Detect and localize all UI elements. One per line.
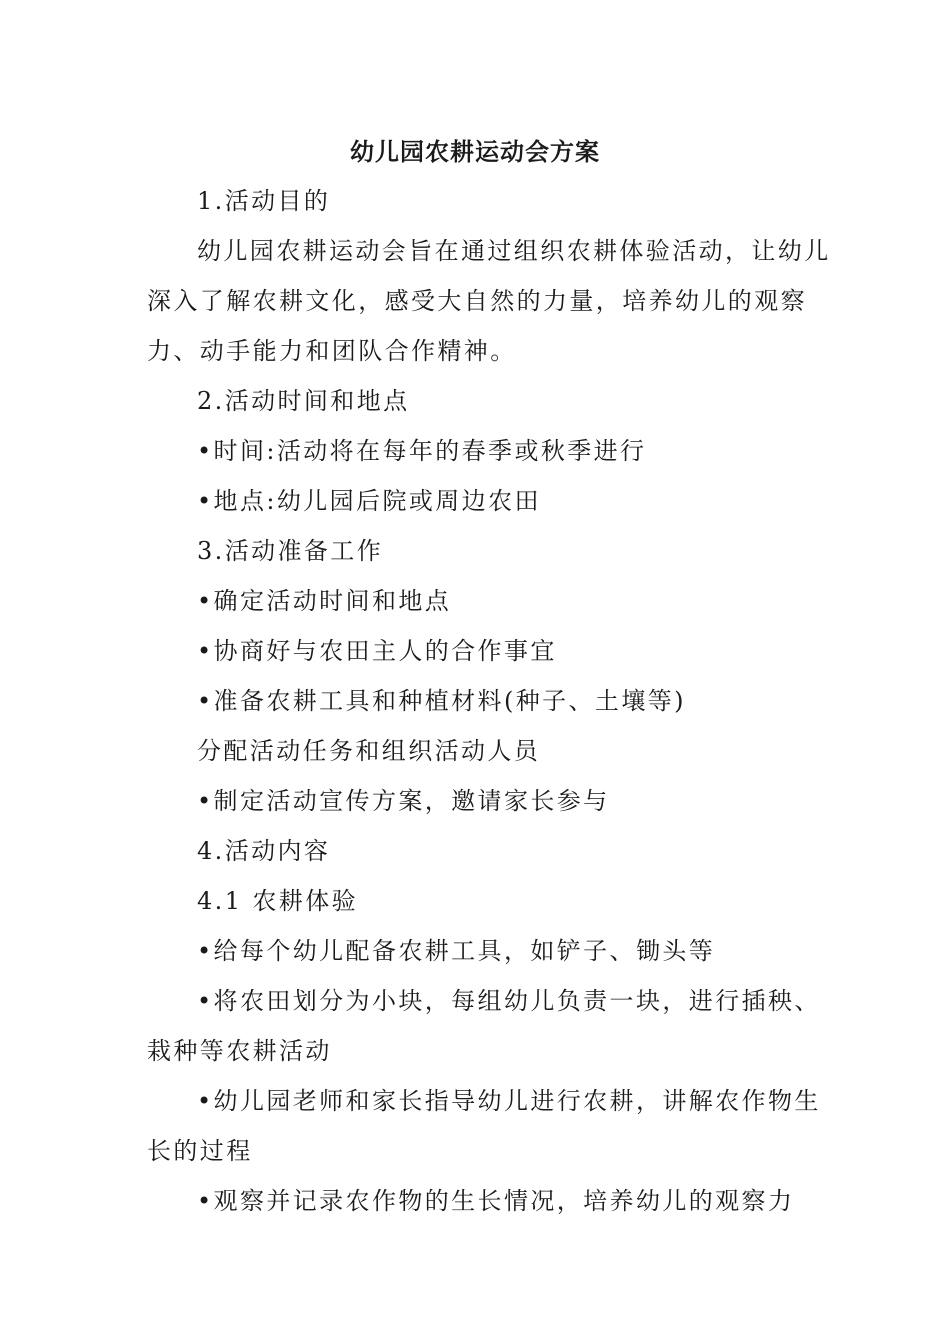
list-item-farming-2: •将农田划分为小块，每组幼儿负责一块，进行插秧、栽种等农耕活动 — [147, 987, 821, 1065]
section-heading-time-place: 2.活动时间和地点 — [197, 387, 410, 415]
list-item-farming-1: •给每个幼儿配备农耕工具，如铲子、锄头等 — [197, 937, 716, 965]
section-heading-purpose: 1.活动目的 — [197, 187, 331, 215]
document-title: 幼儿园农耕运动会方案 — [350, 137, 600, 166]
paragraph-assign-tasks: 分配活动任务和组织活动人员 — [197, 737, 541, 765]
list-item-prep-3: •准备农耕工具和种植材料(种子、土壤等) — [197, 687, 686, 715]
paragraph-purpose: 幼儿园农耕运动会旨在通过组织农耕体验活动，让幼儿深入了解农耕文化，感受大自然的力量，培养幼儿的观察力、动手能力和团队合作精神。 — [147, 237, 831, 365]
document-body — [147, 176, 837, 1226]
list-item-farming-3: •幼儿园老师和家长指导幼儿进行农耕，讲解农作物生长的过程 — [147, 1087, 821, 1165]
list-item-prep-4: •制定活动宣传方案，邀请家长参与 — [197, 787, 610, 815]
section-heading-content: 4.活动内容 — [197, 837, 331, 865]
subsection-heading-farming: 4.1 农耕体验 — [197, 887, 358, 915]
list-item-prep-1: •确定活动时间和地点 — [197, 587, 452, 615]
section-heading-preparation: 3.活动准备工作 — [197, 537, 384, 565]
list-item-farming-4: •观察并记录农作物的生长情况，培养幼儿的观察力 — [197, 1187, 795, 1215]
list-item-prep-2: •协商好与农田主人的合作事宜 — [197, 637, 557, 665]
list-item-place: •地点:幼儿园后院或周边农田 — [197, 487, 541, 515]
list-item-time: •时间:活动将在每年的春季或秋季进行 — [197, 437, 647, 465]
